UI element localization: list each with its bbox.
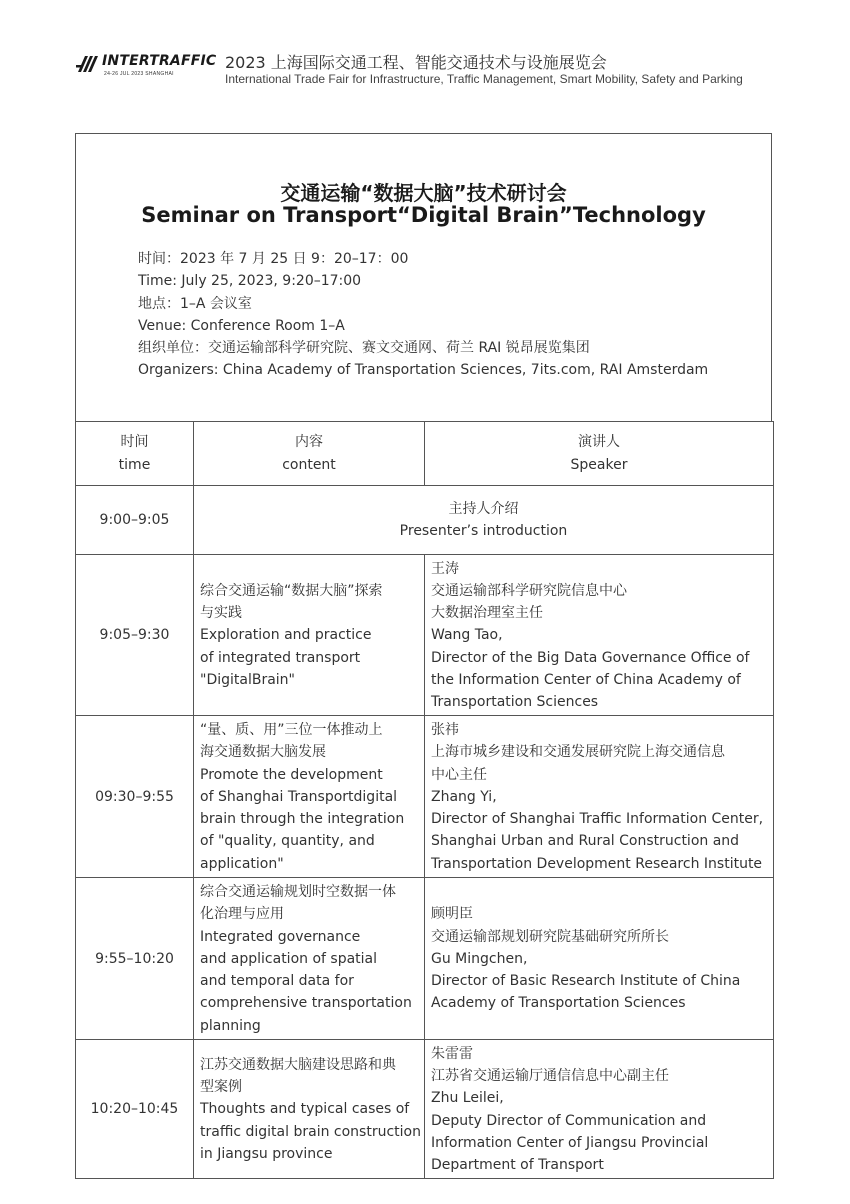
speaker-line: 江苏省交通运输厅通信信息中心副主任: [431, 1068, 669, 1085]
table-header-row: [76, 422, 774, 486]
time-cell: 9:05–9:30: [76, 555, 194, 716]
header-content-cn: 内容: [295, 434, 323, 450]
content-line: 江苏交通数据大脑建设思路和典: [200, 1056, 396, 1073]
content-line: of Shanghai Transportdigital: [200, 788, 398, 805]
speaker-line: 王涛: [431, 560, 459, 577]
content-line: in Jiangsu province: [200, 1145, 333, 1162]
table-row-intro: [76, 486, 774, 555]
fair-title-en: International Trade Fair for Infrastructure, Traffic Management, Smart Mobility, Safety and Parking: [225, 72, 743, 86]
table-row: [76, 1040, 774, 1179]
seminar-organizers-cn: 组织单位：交通运输部科学研究院、赛文交通网、荷兰 RAI 锐昂展览集团: [138, 340, 590, 357]
speaker-line: 朱雷雷: [431, 1045, 473, 1062]
content-line: 综合交通运输规划时空数据一体: [200, 884, 396, 901]
speaker-line: Zhang Yi,: [431, 788, 497, 805]
content-line: comprehensive transportation: [200, 995, 412, 1012]
content-line: "DigitalBrain": [200, 671, 295, 688]
speaker-line: 张祎: [431, 722, 459, 739]
speaker-line: 交通运输部科学研究院信息中心: [431, 582, 627, 599]
speaker-line: Zhu Leilei,: [431, 1090, 504, 1107]
content-cell: [194, 716, 425, 878]
header-content: [194, 422, 425, 486]
speaker-line: 上海市城乡建设和交通发展研究院上海交通信息: [431, 744, 725, 761]
speaker-line: Director of the Big Data Governance Office of: [431, 649, 750, 666]
speaker-line: Transportation Development Research Institute: [431, 855, 763, 872]
page-header: [76, 50, 776, 90]
intertraffic-logo-icon: [76, 52, 98, 74]
intertraffic-logo: [76, 50, 221, 82]
speaker-line: Director of Shanghai Traffic Information Center,: [431, 811, 764, 828]
content-line: Thoughts and typical cases of: [200, 1101, 410, 1118]
fair-title-cn: 2023 上海国际交通工程、智能交通技术与设施展览会: [225, 53, 607, 72]
seminar-details: [138, 248, 708, 382]
speaker-line: Wang Tao,: [431, 627, 503, 644]
presenter-intro-en: Presenter’s introduction: [399, 523, 568, 539]
content-line: application": [200, 855, 284, 872]
time-cell: 9:55–10:20: [76, 878, 194, 1040]
content-line: 海交通数据大脑发展: [200, 744, 326, 761]
content-line: 综合交通运输“数据大脑”探索: [200, 582, 383, 599]
seminar-info-box: [75, 133, 772, 421]
seminar-organizers-en: Organizers: China Academy of Transportation Sciences, 7its.com, RAI Amsterdam: [138, 362, 709, 379]
table-row: [76, 878, 774, 1040]
speaker-line: Academy of Transportation Sciences: [431, 995, 686, 1012]
content-cell: [194, 555, 425, 716]
header-speaker-en: Speaker: [570, 456, 628, 473]
logo-date: 24-26 JUL 2023 SHANGHAI: [104, 71, 174, 77]
seminar-time-cn: 时间：2023 年 7 月 25 日 9：20–17：00: [138, 251, 409, 267]
content-cell: [194, 878, 425, 1040]
header-time-cn: 时间: [120, 434, 149, 450]
table-row: [76, 716, 774, 878]
content-line: traffic digital brain construction: [200, 1123, 421, 1140]
speaker-line: Transportation Sciences: [431, 694, 599, 710]
content-line: 与实践: [200, 605, 242, 622]
header-time: [76, 422, 194, 486]
speaker-line: Director of Basic Research Institute of China: [431, 973, 741, 990]
speaker-cell: [425, 555, 774, 716]
speaker-line: 中心主任: [431, 766, 487, 783]
logo-wordmark: INTERTRAFFIC: [102, 53, 217, 69]
time-cell: 09:30–9:55: [76, 716, 194, 878]
presenter-intro-cell: [194, 486, 774, 555]
table-row: [76, 555, 774, 716]
time-cell: 10:20–10:45: [76, 1040, 194, 1179]
header-time-en: time: [118, 456, 151, 473]
speaker-cell: [425, 716, 774, 878]
content-line: of "quality, quantity, and: [200, 833, 375, 850]
speaker-line: Information Center of Jiangsu Provincial: [431, 1134, 709, 1151]
speaker-line: Shanghai Urban and Rural Construction and: [431, 833, 740, 850]
content-line: planning: [200, 1017, 261, 1034]
header-speaker: [425, 422, 774, 486]
content-line: 化治理与应用: [200, 906, 284, 923]
seminar-title-cn: 交通运输“数据大脑”技术研讨会: [280, 181, 567, 205]
content-line: 型案例: [200, 1079, 242, 1096]
speaker-line: Deputy Director of Communication and: [431, 1112, 707, 1129]
content-line: and application of spatial: [200, 950, 378, 967]
presenter-intro-cn: 主持人介绍: [448, 500, 519, 517]
seminar-venue-cn: 地点：1–A 会议室: [138, 295, 252, 312]
speaker-line: 大数据治理室主任: [431, 605, 543, 622]
content-line: brain through the integration: [200, 811, 405, 828]
speaker-line: Department of Transport: [431, 1156, 604, 1173]
content-line: Promote the development: [200, 766, 383, 783]
time-cell: 9:00–9:05: [76, 486, 194, 555]
speaker-line: the Information Center of China Academy of: [431, 671, 741, 688]
speaker-cell: [425, 878, 774, 1040]
content-line: Exploration and practice: [200, 627, 372, 644]
content-line: of integrated transport: [200, 649, 361, 666]
content-line: Integrated governance: [200, 928, 361, 945]
seminar-time-en: Time: July 25, 2023, 9:20–17:00: [138, 273, 362, 290]
speaker-line: Gu Mingchen,: [431, 950, 528, 967]
content-cell: [194, 1040, 425, 1179]
speaker-cell: [425, 1040, 774, 1179]
seminar-title-en: Seminar on Transport“Digital Brain”Technology: [141, 203, 706, 227]
header-content-en: content: [282, 456, 336, 473]
seminar-venue-en: Venue: Conference Room 1–A: [138, 317, 345, 334]
content-line: “量、质、用”三位一体推动上: [200, 722, 383, 739]
header-speaker-cn: 演讲人: [578, 434, 620, 450]
content-line: and temporal data for: [200, 973, 354, 990]
speaker-line: 交通运输部规划研究院基础研究所所长: [431, 928, 669, 945]
speaker-line: 顾明臣: [431, 906, 473, 923]
schedule-table: [75, 421, 774, 1179]
